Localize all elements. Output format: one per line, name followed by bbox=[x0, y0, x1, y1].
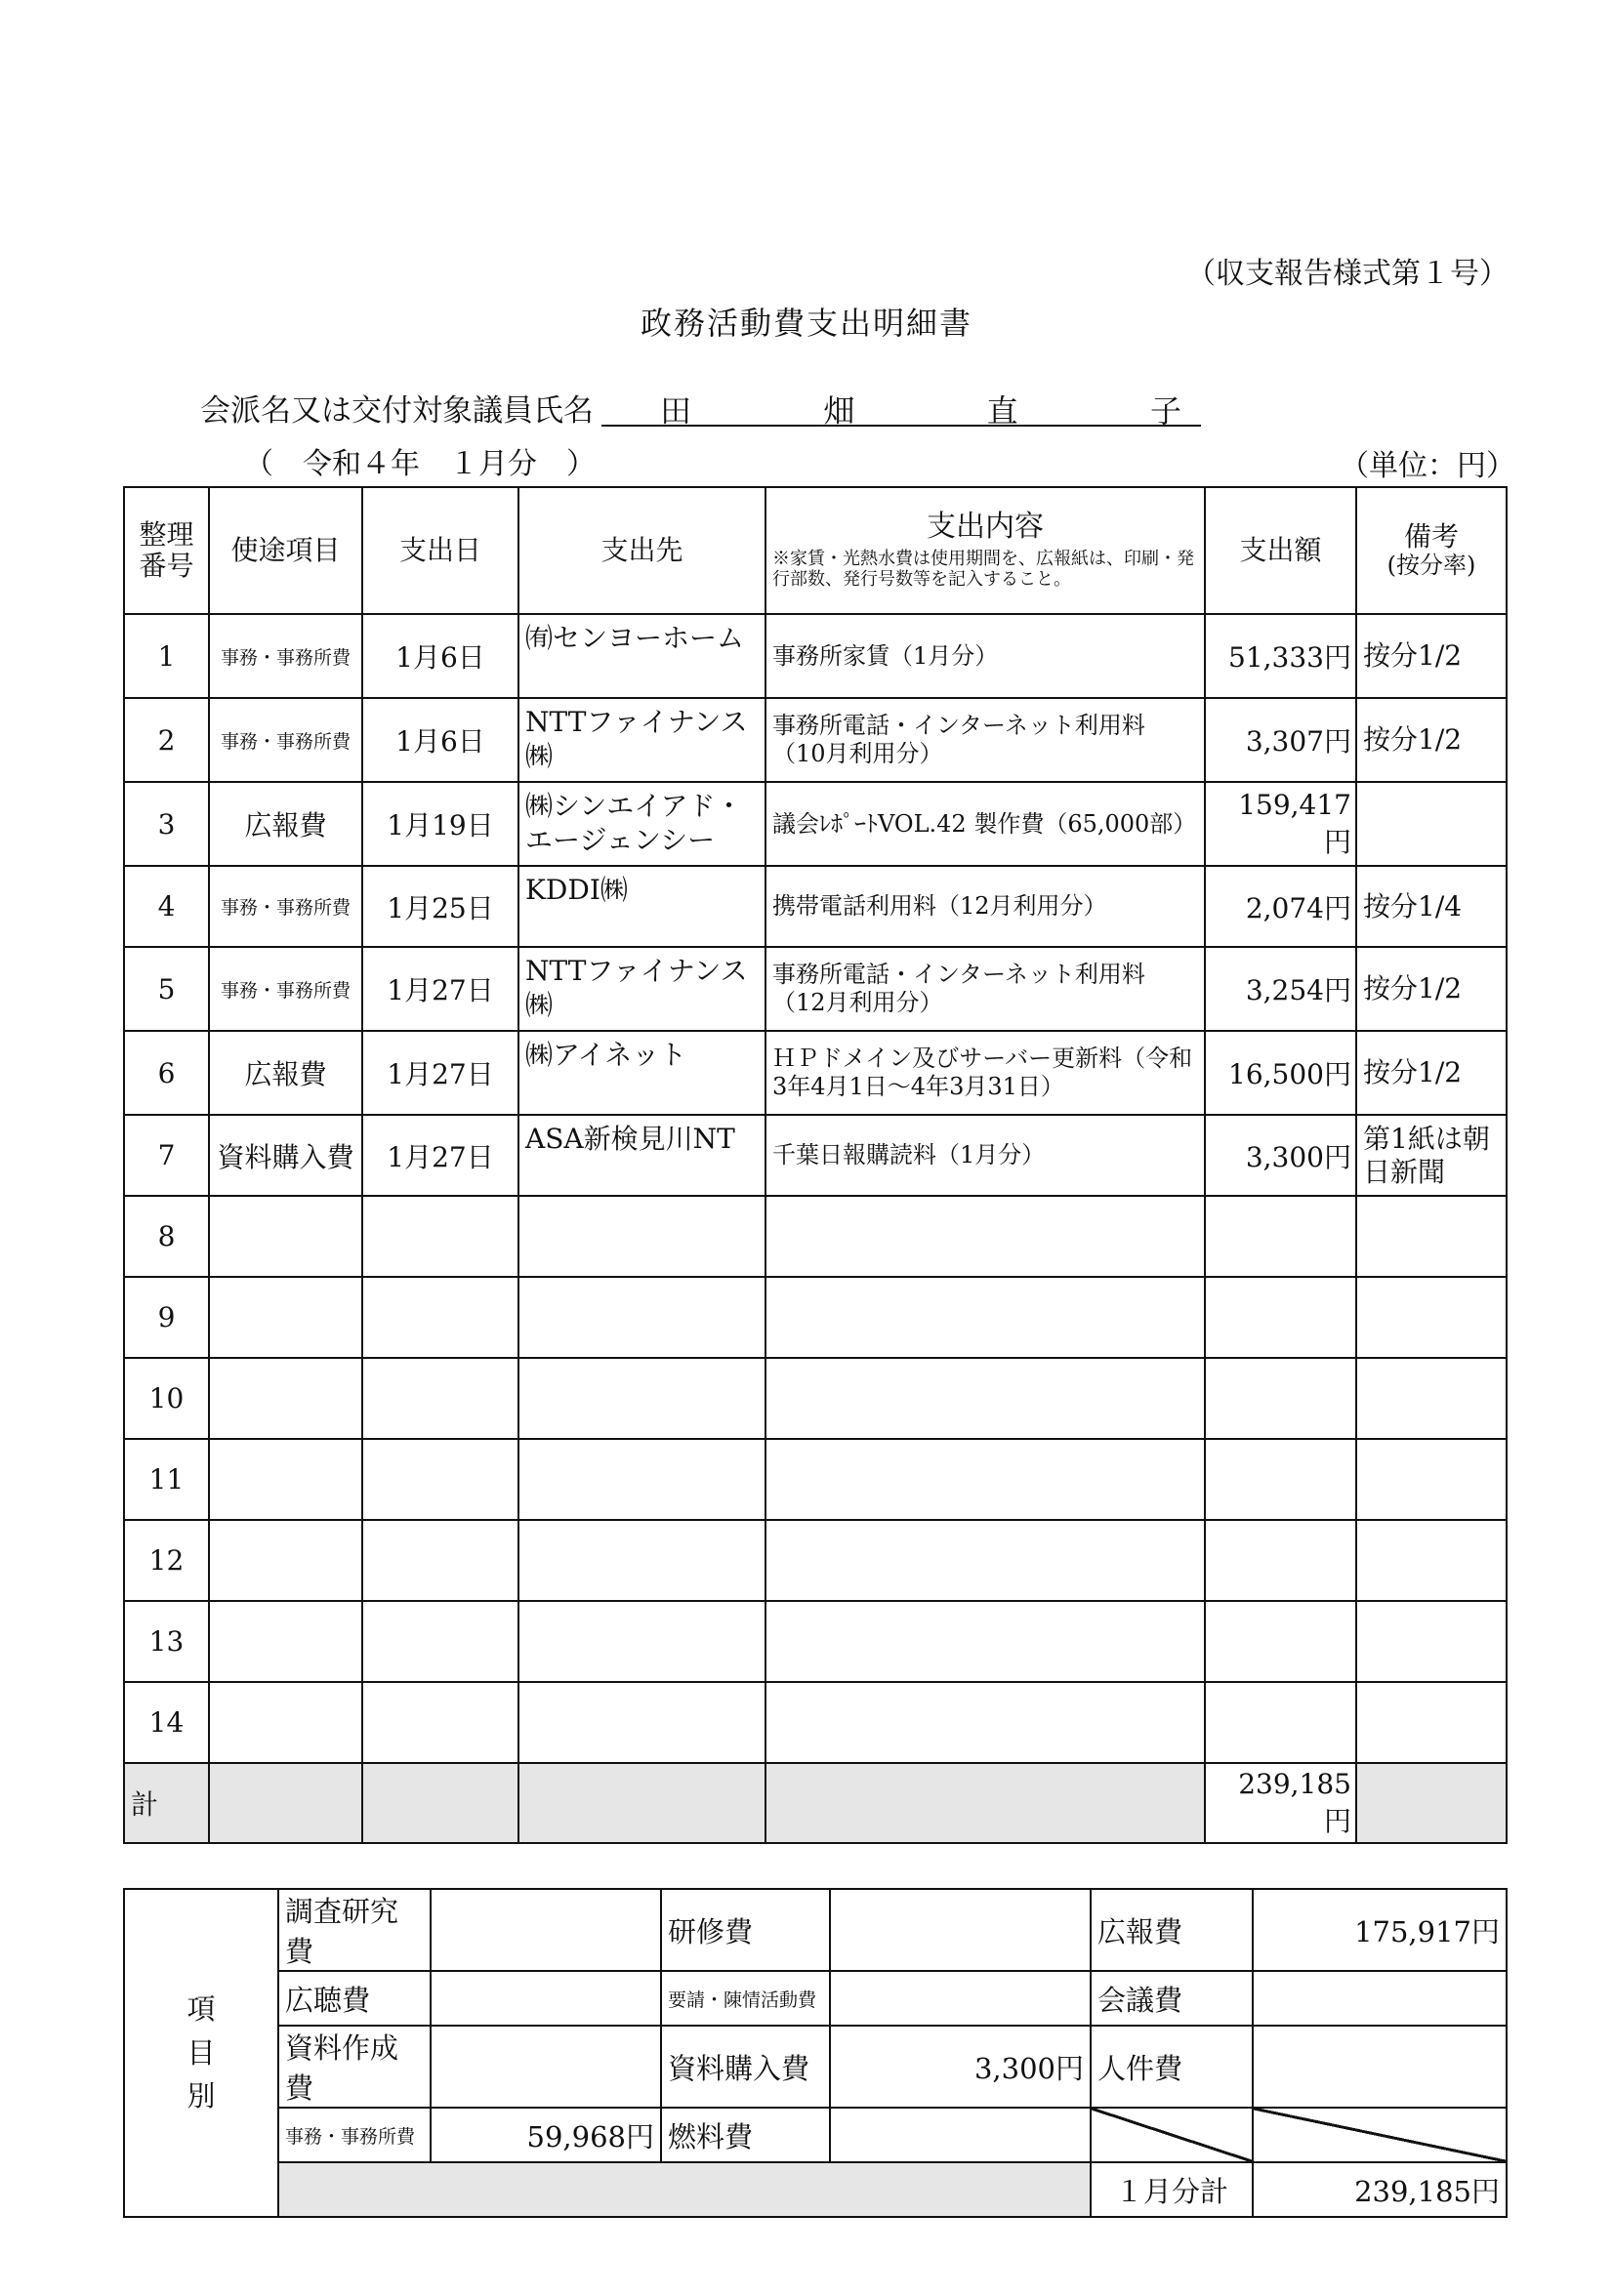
row-memo bbox=[1356, 782, 1507, 866]
header-amount: 支出額 bbox=[1205, 487, 1356, 614]
row-date: 1月27日 bbox=[362, 1115, 518, 1196]
row-no: 5 bbox=[124, 947, 209, 1031]
summary-doc-making-value bbox=[431, 2026, 661, 2108]
row-date bbox=[362, 1682, 518, 1763]
summary-pr-value: 175,917円 bbox=[1253, 1889, 1507, 1971]
row-memo bbox=[1356, 1601, 1507, 1682]
summary-office-label: 事務・事務所費 bbox=[278, 2108, 431, 2162]
table-row bbox=[124, 698, 1507, 782]
row-amount bbox=[1205, 1682, 1356, 1763]
summary-office-value: 59,968円 bbox=[431, 2108, 661, 2162]
row-payee: ㈱シンエイアド・エージェンシー bbox=[518, 782, 765, 866]
row-date: 1月25日 bbox=[362, 866, 518, 947]
summary-personnel-value bbox=[1253, 2026, 1507, 2108]
row-use bbox=[209, 1439, 362, 1520]
row-use: 広報費 bbox=[209, 782, 362, 866]
row-payee bbox=[518, 1682, 765, 1763]
row-memo bbox=[1356, 1358, 1507, 1439]
row-amount bbox=[1205, 1358, 1356, 1439]
row-no: 1 bbox=[124, 614, 209, 698]
member-name-char: 畑 bbox=[823, 392, 855, 430]
row-amount: 3,300円 bbox=[1205, 1115, 1356, 1196]
summary-hearing-label: 広聴費 bbox=[278, 1971, 431, 2026]
row-payee bbox=[518, 1277, 765, 1358]
row-amount: 159,417円 bbox=[1205, 782, 1356, 866]
row-payee bbox=[518, 1601, 765, 1682]
row-use bbox=[209, 1682, 362, 1763]
summary-side-text: 項目別 bbox=[186, 1991, 216, 2113]
row-date: 1月6日 bbox=[362, 614, 518, 698]
table-row bbox=[124, 1682, 1507, 1763]
header-use: 使途項目 bbox=[209, 487, 362, 614]
row-payee bbox=[518, 1439, 765, 1520]
row-payee: NTTファイナンス㈱ bbox=[518, 947, 765, 1031]
summary-petition-value bbox=[830, 1971, 1091, 2026]
row-payee: ASA新検見川NT bbox=[518, 1115, 765, 1196]
row-amount bbox=[1205, 1601, 1356, 1682]
row-use bbox=[209, 1358, 362, 1439]
row-use: 事務・事務所費 bbox=[209, 866, 362, 947]
total-label: 計 bbox=[124, 1763, 209, 1843]
row-memo bbox=[1356, 1682, 1507, 1763]
row-description: ＨＰドメイン及びサーバー更新料（令和3年4月1日～4年3月31日） bbox=[765, 1031, 1205, 1115]
header-content bbox=[765, 487, 1205, 614]
table-row bbox=[124, 1439, 1507, 1520]
header-remarks bbox=[1356, 487, 1507, 614]
row-no: 9 bbox=[124, 1277, 209, 1358]
table-row bbox=[124, 1115, 1507, 1196]
form-number: （収支報告様式第１号） bbox=[1186, 257, 1509, 291]
total-cell bbox=[209, 1763, 362, 1843]
category-summary-table bbox=[123, 1888, 1508, 2218]
header-remarks-title: 備考 bbox=[1403, 520, 1459, 554]
row-description bbox=[765, 1277, 1205, 1358]
row-amount bbox=[1205, 1277, 1356, 1358]
row-use bbox=[209, 1277, 362, 1358]
row-date bbox=[362, 1196, 518, 1277]
row-no: 2 bbox=[124, 698, 209, 782]
row-payee: KDDI㈱ bbox=[518, 866, 765, 947]
row-no: 10 bbox=[124, 1358, 209, 1439]
header-no: 整理番号 bbox=[124, 487, 209, 614]
row-date bbox=[362, 1601, 518, 1682]
row-memo bbox=[1356, 1439, 1507, 1520]
row-payee bbox=[518, 1196, 765, 1277]
summary-research-value bbox=[431, 1889, 661, 1971]
member-name-char: 田 bbox=[660, 392, 692, 430]
row-no: 6 bbox=[124, 1031, 209, 1115]
summary-shaded-blank bbox=[278, 2162, 1091, 2217]
row-no: 14 bbox=[124, 1682, 209, 1763]
row-no: 13 bbox=[124, 1601, 209, 1682]
summary-side-label bbox=[124, 1889, 278, 2217]
row-amount: 2,074円 bbox=[1205, 866, 1356, 947]
row-use: 事務・事務所費 bbox=[209, 947, 362, 1031]
row-description: 携帯電話利用料（12月利用分） bbox=[765, 866, 1205, 947]
row-description: 議会ﾚﾎﾟｰﾄVOL.42 製作費（65,000部） bbox=[765, 782, 1205, 866]
table-row bbox=[124, 1277, 1507, 1358]
row-payee bbox=[518, 1520, 765, 1601]
row-date bbox=[362, 1439, 518, 1520]
row-amount: 3,254円 bbox=[1205, 947, 1356, 1031]
summary-petition-label: 要請・陳情活動費 bbox=[661, 1971, 830, 2026]
row-description: 千葉日報購読料（1月分） bbox=[765, 1115, 1205, 1196]
row-amount bbox=[1205, 1196, 1356, 1277]
total-amount: 239,185円 bbox=[1205, 1763, 1356, 1843]
table-row bbox=[124, 614, 1507, 698]
expense-table bbox=[123, 486, 1508, 1844]
row-memo: 第1紙は朝日新聞 bbox=[1356, 1115, 1507, 1196]
row-use: 資料購入費 bbox=[209, 1115, 362, 1196]
header-content-title: 支出内容 bbox=[927, 510, 1044, 545]
row-amount: 51,333円 bbox=[1205, 614, 1356, 698]
row-use: 事務・事務所費 bbox=[209, 698, 362, 782]
table-row bbox=[124, 782, 1507, 866]
row-use bbox=[209, 1601, 362, 1682]
table-row bbox=[124, 947, 1507, 1031]
summary-month-total-value: 239,185円 bbox=[1253, 2162, 1507, 2217]
row-description bbox=[765, 1682, 1205, 1763]
row-no: 12 bbox=[124, 1520, 209, 1601]
member-name-char: 子 bbox=[1149, 392, 1181, 430]
row-description bbox=[765, 1601, 1205, 1682]
member-name-char: 直 bbox=[986, 392, 1018, 430]
summary-fuel-label: 燃料費 bbox=[661, 2108, 830, 2162]
row-no: 8 bbox=[124, 1196, 209, 1277]
row-description bbox=[765, 1439, 1205, 1520]
header-content-note: ※家賃・光熱水費は使用期間を、広報紙は、印刷・発行部数、発行号数等を記入すること。 bbox=[772, 548, 1194, 591]
row-payee: NTTファイナンス㈱ bbox=[518, 698, 765, 782]
row-memo: 按分1/2 bbox=[1356, 614, 1507, 698]
summary-blank-diagonal bbox=[1091, 2108, 1253, 2162]
row-memo bbox=[1356, 1520, 1507, 1601]
row-date bbox=[362, 1277, 518, 1358]
table-row bbox=[124, 866, 1507, 947]
summary-doc-purchase-value: 3,300円 bbox=[830, 2026, 1091, 2108]
row-payee bbox=[518, 1358, 765, 1439]
total-row bbox=[124, 1763, 1507, 1843]
table-row bbox=[124, 1196, 1507, 1277]
summary-hearing-value bbox=[431, 1971, 661, 2026]
total-cell bbox=[765, 1763, 1205, 1843]
row-no: 11 bbox=[124, 1439, 209, 1520]
row-no: 7 bbox=[124, 1115, 209, 1196]
name-underline bbox=[601, 425, 1201, 427]
page-title: 政務活動費支出明細書 bbox=[640, 305, 972, 342]
header-remarks-sub: (按分率) bbox=[1386, 552, 1476, 580]
row-use bbox=[209, 1520, 362, 1601]
row-memo: 按分1/2 bbox=[1356, 1031, 1507, 1115]
summary-training-label: 研修費 bbox=[661, 1889, 830, 1971]
row-no: 4 bbox=[124, 866, 209, 947]
row-no: 3 bbox=[124, 782, 209, 866]
row-amount bbox=[1205, 1520, 1356, 1601]
row-amount bbox=[1205, 1439, 1356, 1520]
header-row bbox=[124, 487, 1507, 614]
total-cell bbox=[1356, 1763, 1507, 1843]
unit-label: （単位：円） bbox=[1340, 449, 1515, 483]
row-description: 事務所電話・インターネット利用料（12月利用分） bbox=[765, 947, 1205, 1031]
row-description bbox=[765, 1520, 1205, 1601]
total-cell bbox=[518, 1763, 765, 1843]
row-use bbox=[209, 1196, 362, 1277]
header-payee: 支出先 bbox=[518, 487, 765, 614]
row-payee: ㈲センヨーホーム bbox=[518, 614, 765, 698]
row-description: 事務所電話・インターネット利用料（10月利用分） bbox=[765, 698, 1205, 782]
header-date: 支出日 bbox=[362, 487, 518, 614]
row-payee: ㈱アイネット bbox=[518, 1031, 765, 1115]
summary-meeting-label: 会議費 bbox=[1091, 1971, 1253, 2026]
row-memo: 按分1/4 bbox=[1356, 866, 1507, 947]
summary-fuel-value bbox=[830, 2108, 1091, 2162]
table-row bbox=[124, 1520, 1507, 1601]
row-memo: 按分1/2 bbox=[1356, 698, 1507, 782]
row-amount: 16,500円 bbox=[1205, 1031, 1356, 1115]
row-description: 事務所家賃（1月分） bbox=[765, 614, 1205, 698]
row-description bbox=[765, 1196, 1205, 1277]
row-memo: 按分1/2 bbox=[1356, 947, 1507, 1031]
row-use: 事務・事務所費 bbox=[209, 614, 362, 698]
summary-meeting-value bbox=[1253, 1971, 1507, 2026]
summary-training-value bbox=[830, 1889, 1091, 1971]
summary-pr-label: 広報費 bbox=[1091, 1889, 1253, 1971]
row-amount: 3,307円 bbox=[1205, 698, 1356, 782]
row-use: 広報費 bbox=[209, 1031, 362, 1115]
table-row bbox=[124, 1358, 1507, 1439]
summary-personnel-label: 人件費 bbox=[1091, 2026, 1253, 2108]
name-label: 会派名又は交付対象議員氏名 bbox=[200, 393, 594, 429]
summary-doc-making-label: 資料作成費 bbox=[278, 2026, 431, 2108]
row-description bbox=[765, 1358, 1205, 1439]
row-date: 1月27日 bbox=[362, 947, 518, 1031]
row-date bbox=[362, 1520, 518, 1601]
row-memo bbox=[1356, 1277, 1507, 1358]
row-memo bbox=[1356, 1196, 1507, 1277]
row-date: 1月27日 bbox=[362, 1031, 518, 1115]
total-cell bbox=[362, 1763, 518, 1843]
table-row bbox=[124, 1031, 1507, 1115]
summary-blank-diagonal bbox=[1253, 2108, 1507, 2162]
period: （ 令和４年 １月分 ） bbox=[244, 447, 596, 481]
row-date bbox=[362, 1358, 518, 1439]
summary-month-total-label: １月分計 bbox=[1091, 2162, 1253, 2217]
table-row bbox=[124, 1601, 1507, 1682]
summary-doc-purchase-label: 資料購入費 bbox=[661, 2026, 830, 2108]
summary-research-label: 調査研究費 bbox=[278, 1889, 431, 1971]
row-date: 1月19日 bbox=[362, 782, 518, 866]
row-date: 1月6日 bbox=[362, 698, 518, 782]
